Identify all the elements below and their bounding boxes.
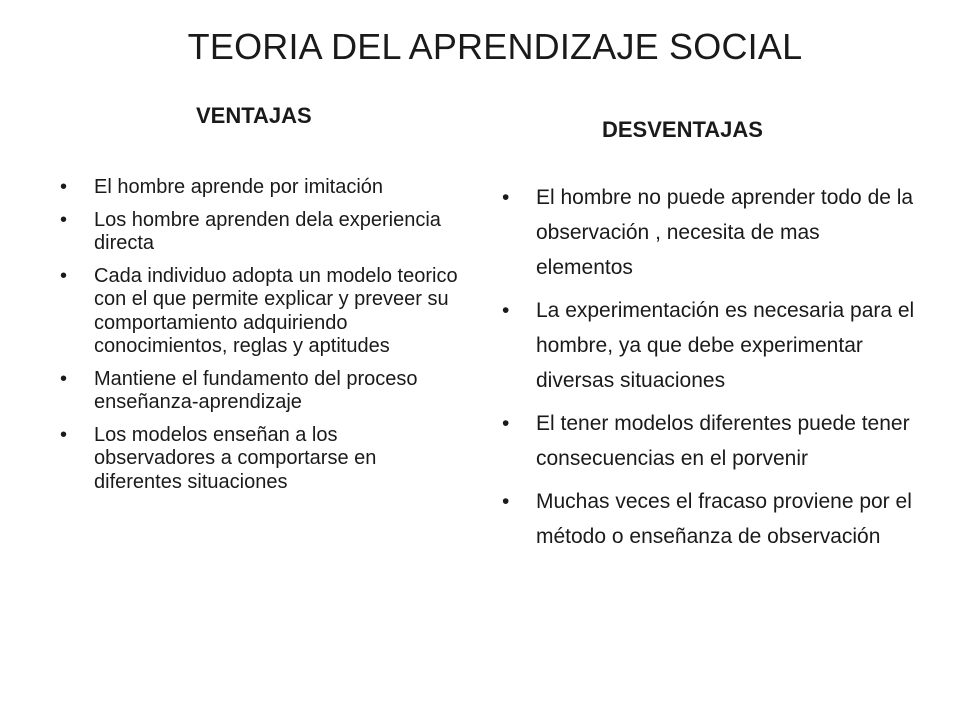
desventajas-item [502,180,922,285]
desventajas-item-text: Muchas veces el fracaso proviene por el método o enseñanza de observación [536,490,912,548]
bullet-icon: • [60,423,68,446]
desventajas-item-text: La experimentación es necesaria para el hombre, ya que debe experimentar diversas situaciones [536,299,915,392]
bullet-icon: • [502,299,510,322]
ventajas-item-text: Los hombre aprenden dela experiencia directa [94,208,441,254]
bullet-icon: • [60,208,68,231]
ventajas-heading: VENTAJAS [196,103,312,128]
bullet-icon: • [502,186,510,209]
bullet-icon: • [502,490,510,513]
bullet-icon: • [60,367,68,390]
desventajas-item [502,293,922,398]
bullet-icon: • [60,264,68,287]
ventajas-item [60,176,460,200]
ventajas-item-text: Los modelos enseñan a los observadores a comportarse en diferentes situaciones [94,423,377,493]
ventajas-item [60,209,460,256]
ventajas-list [60,176,460,503]
desventajas-heading: DESVENTAJAS [602,117,763,142]
ventajas-item [60,368,460,415]
desventajas-item [502,484,922,554]
ventajas-item-text: El hombre aprende por imitación [94,176,384,198]
bullet-icon: • [60,176,68,198]
bullet-icon: • [502,412,510,435]
desventajas-list [502,180,922,562]
ventajas-item-text: Mantiene el fundamento del proceso enseñanza-aprendizaje [94,367,418,413]
desventajas-item [502,406,922,476]
desventajas-item-text: El tener modelos diferentes puede tener consecuencias en el porvenir [536,412,910,470]
slide-title: TEORIA DEL APRENDIZAJE SOCIAL [187,26,803,67]
ventajas-item [60,265,460,359]
ventajas-item [60,424,460,495]
desventajas-item-text: El hombre no puede aprender todo de la observación , necesita de mas elementos [536,186,914,279]
ventajas-item-text: Cada individuo adopta un modelo teorico con el que permite explicar y preveer su comportamiento adquiriendo conocimientos, reglas y aptitudes [94,264,458,357]
